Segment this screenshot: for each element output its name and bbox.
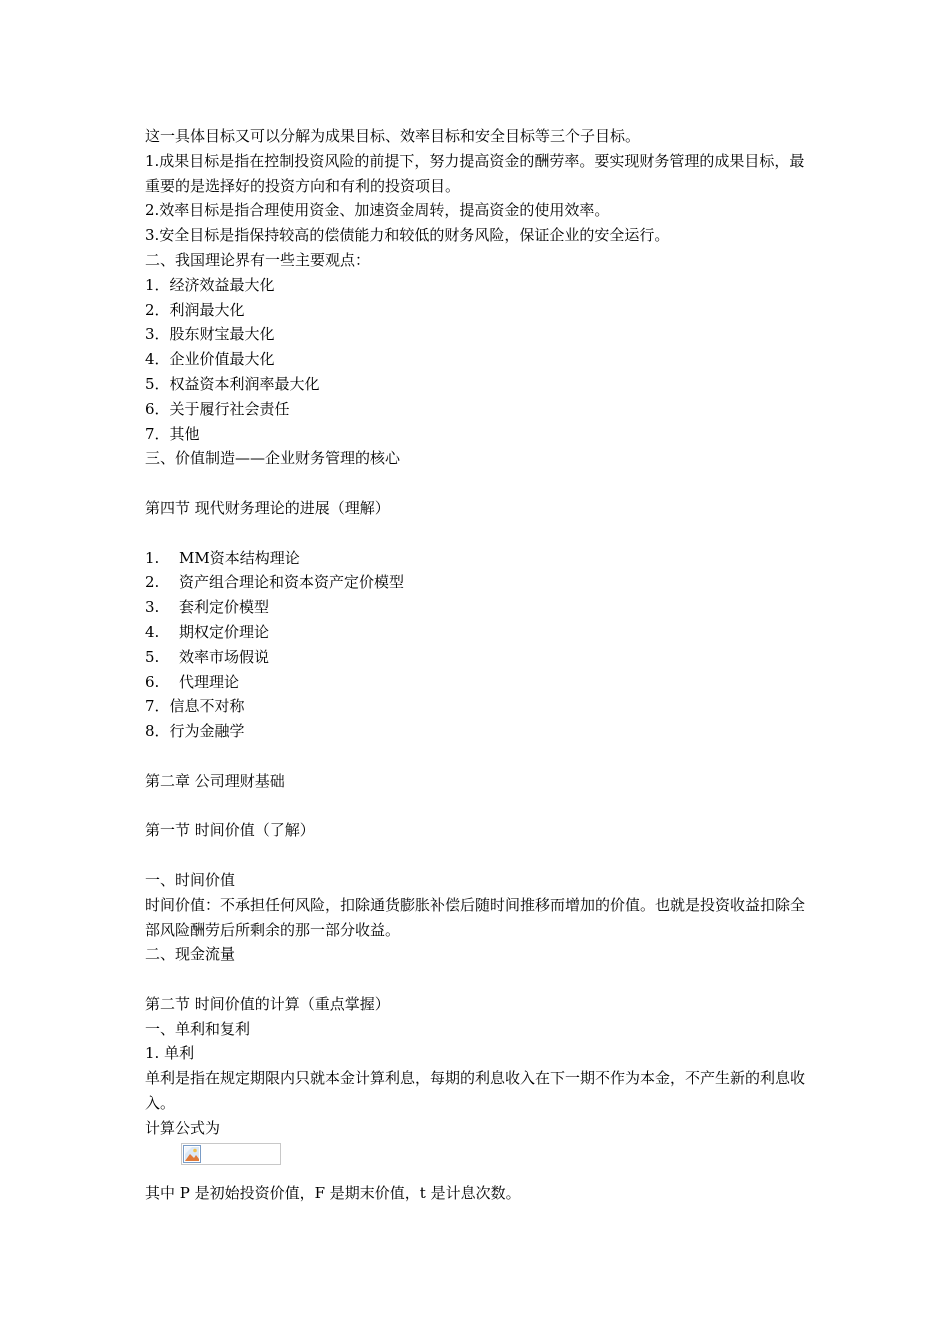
- formula-label: 计算公式为: [145, 1118, 221, 1137]
- theory-item: [145, 570, 815, 595]
- broken-image-placeholder: [181, 1143, 281, 1165]
- theory-item: [145, 670, 815, 695]
- theory-text: 套利定价模型: [179, 598, 270, 617]
- view-item: 6．关于履行社会责任: [145, 399, 290, 418]
- theory-item: [145, 595, 815, 620]
- section1-title: 第一节 时间价值（了解）: [145, 821, 315, 840]
- view-item: 4．企业价值最大化: [145, 350, 275, 369]
- blank-line: [145, 521, 815, 546]
- blank-line: [145, 471, 815, 496]
- view-item: 7．其他: [145, 424, 200, 443]
- interest-heading: 一、单利和复利: [145, 1019, 251, 1038]
- views-heading: 二、我国理论界有一些主要观点：: [145, 250, 371, 269]
- theory-number: 2.: [145, 573, 160, 592]
- section2-title: 第二节 时间价值的计算（重点掌握）: [145, 994, 390, 1013]
- formula-image-row: [145, 1141, 815, 1181]
- view-item: 1．经济效益最大化: [145, 275, 275, 294]
- theory-item: 8．行为金融学: [145, 722, 245, 741]
- blank-line: [145, 794, 815, 819]
- view-item: 3．股东财宝最大化: [145, 325, 275, 344]
- chapter2-title: 第二章 公司理财基础: [145, 771, 285, 790]
- value-core-heading: 三、价值制造——企业财务管理的核心: [145, 449, 401, 468]
- simple-interest-definition: 单利是指在规定期限内只就本金计算利息，每期的利息收入在下一期不作为本金，不产生新的利息收入。: [145, 1069, 806, 1113]
- blank-line: [145, 843, 815, 868]
- intro-text: 这一具体目标又可以分解为成果目标、效率目标和安全目标等三个子目标。: [145, 127, 641, 145]
- view-item: 5．权益资本利润率最大化: [145, 374, 320, 393]
- view-item: 2．利润最大化: [145, 300, 245, 319]
- cashflow-heading: 二、现金流量: [145, 945, 236, 964]
- theory-number: 6.: [145, 672, 160, 691]
- document-page: [145, 124, 815, 1205]
- goal-safety: 3.安全目标是指保持较高的偿债能力和较低的财务风险，保证企业的安全运行。: [145, 226, 670, 245]
- formula-note: 其中 P 是初始投资价值，F 是期末价值，t 是计息次数。: [145, 1183, 521, 1202]
- theory-number: 4.: [145, 622, 160, 641]
- theory-number: 3.: [145, 598, 160, 617]
- theory-text: 效率市场假说: [179, 647, 270, 666]
- goal-efficiency: 2.效率目标是指合理使用资金、加速资金周转，提高资金的使用效率。: [145, 201, 610, 220]
- goal-result: 1.成果目标是指在控制投资风险的前提下，努力提高资金的酬劳率。要实现财务管理的成果目标，最重要的是选择好的投资方向和有利的投资项目。: [145, 151, 805, 195]
- theory-item: 7．信息不对称: [145, 697, 245, 716]
- broken-image-icon: [183, 1145, 201, 1163]
- theory-text: 资产组合理论和资本资产定价模型: [179, 573, 405, 592]
- simple-interest-heading: 1. 单利: [145, 1044, 195, 1063]
- time-value-definition: 时间价值：不承担任何风险，扣除通货膨胀补偿后随时间推移而增加的价值。也就是投资收益扣除全部风险酬劳后所剩余的那一部分收益。: [145, 895, 806, 939]
- blank-line: [145, 967, 815, 992]
- section4-title: 第四节 现代财务理论的进展（理解）: [145, 498, 390, 517]
- time-value-heading: 一、时间价值: [145, 870, 236, 889]
- theory-text: 代理理论: [179, 672, 240, 691]
- theory-text: MM资本结构理论: [179, 548, 300, 567]
- theory-item: [145, 645, 815, 670]
- theory-item: [145, 546, 815, 571]
- theory-number: 5.: [145, 647, 160, 666]
- theory-text: 期权定价理论: [179, 622, 270, 641]
- theory-item: [145, 620, 815, 645]
- theory-number: 1.: [145, 548, 160, 567]
- blank-line: [145, 744, 815, 769]
